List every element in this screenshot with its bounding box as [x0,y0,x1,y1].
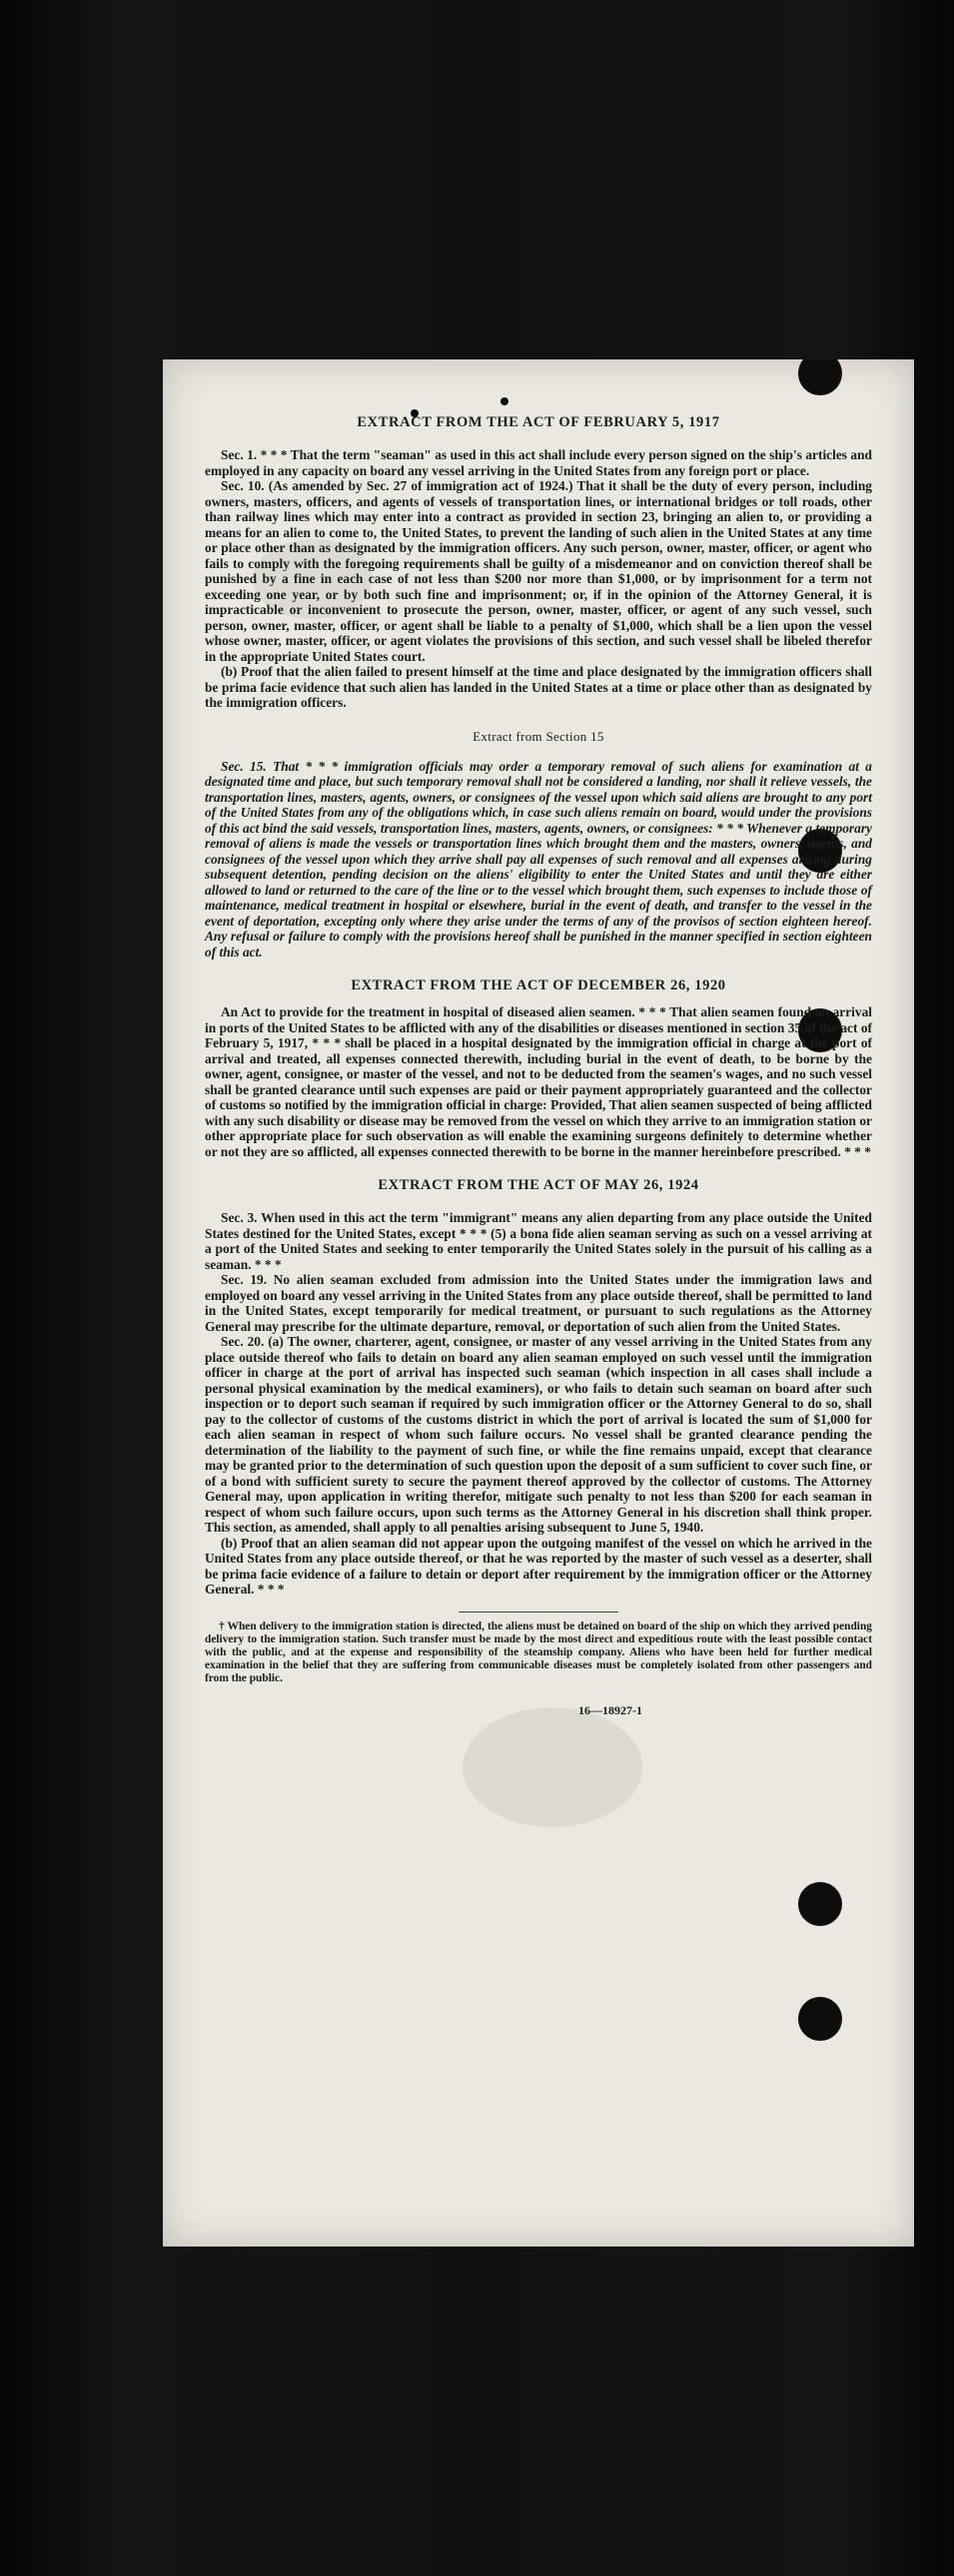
section-15-paragraph: Sec. 15. That * * * immigration officials may order a temporary removal of such aliens for examination at a designated time and place, but such temporary removal shall not be considered a landing, nor shall it relieve vessels, the transportation lines, masters, agents, owners, or consignees of the vessel upon which said aliens are brought to any port of the United States from any of the obligations which, in case such aliens remain on board, would under the provisions of this act bind the said vessels, transportation lines, masters, agents, owners, or consignees: * * * Whenever a temporary removal of aliens is made the vessels or transportation lines which brought them and the masters, owners, agents, and consignees of the vessel upon which they arrive shall pay all expenses of such removal and all expenses arising during subsequent detention, pending decision on the aliens' eligibility to enter the United States and until they are either allowed to land or returned to the care of the line or to the vessel which brought them, such expenses to include those of maintenance, medical treatment in hospital or elsewhere, burial in the event of death, and transfer to the vessel in the event of deportation, excepting only where they arise under the terms of any of the provisos of section eighteen hereof. Any refusal or failure to comply with the provisions hereof shall be punished in the manner specified in section eighteen of this act. [205,758,872,960]
binder-hole [798,1997,842,2041]
section-3-paragraph: Sec. 3. When used in this act the term "immigrant" means any alien departing from any place outside the United States destined for the United States, except * * * (5) a bona fide alien seaman serving as such on a vessel arriving at a port of the United States and seeking to enter temporarily the United States solely in the pursuit of his calling as a seaman. * * * [205,1210,872,1272]
form-number: 16—18927-1 [578,1702,642,1717]
section-20a-paragraph: Sec. 20. (a) The owner, charterer, agent, consignee, or master of any vessel arriving in the United States from any place outside thereof who fails to detain on board any alien seaman employed on such vessel until the immigration officer in charge at the port of arrival has inspected such seaman (which inspection in all cases shall include a personal physical examination by the medical examiners), or who fails to detain such seaman on board after such inspection or to deport such seaman if required by such immigration officer or the Attorney General to do so, shall pay to the collector of customs of the customs district in which the port of arrival is located the sum of $1,000 for each alien seaman in respect of whom such failure occurs. No vessel shall be granted clearance pending the determination of the liability to the payment of such fine, or while the fine remains unpaid, except that clearance may be granted prior to the determination of such question upon the deposit of a sum sufficient to cover such fine, or of a bond with sufficient surety to secure the payment thereof approved by the collector of customs. The Attorney General may, upon application in writing therefor, mitigate such penalty to not less than $200 for each seaman in respect of whom such failure occurs, upon such terms as the Attorney General in his discretion shall think proper. This section, as amended, shall apply to all penalties arising subsequent to June 5, 1940. [205,1334,872,1535]
footnote: † When delivery to the immigration station is directed, the aliens must be detained on board of the ship on which they arrived pending delivery to the immigration station. Such transfer must be made by the most direct and expeditious route with the least possible contact with the public, and at the expense and responsibility of the steamship company. Aliens who have been held for further medical examination in the belief that they are suffering from communicable diseases must be completely isolated from other passengers and from the public. [205,1619,872,1684]
binder-hole [798,359,842,395]
footnote-divider [459,1611,618,1612]
section-10b-paragraph: (b) Proof that the alien failed to present himself at the time and place designated by the immigration officers shall be prima facie evidence that such alien has landed in the United States at a time or place other than as designated by the immigration officers. [205,664,872,710]
document-page [163,359,914,2247]
section-10-paragraph: Sec. 10. (As amended by Sec. 27 of immigration act of 1924.) That it shall be the duty of every person, including owners, masters, officers, and agents of vessels of transportation lines, or international bridges or toll roads, other than railway lines which may enter into a contract as provided in section 23, bringing an alien to, or providing a means for an alien to come to, the United States, to prevent the landing of such alien in the United States at any time or place other than as designated by the immigration officers. Any such person, owner, master, officer, or agent who fails to comply with the foregoing requirements shall be guilty of a misdemeanor and on conviction thereof shall be punished by a fine in each case of not less than $200 nor more than $1,000, or by imprisonment for a term not exceeding one year, or by both such fine and imprisonment; or, if in the opinion of the Attorney General, it is impracticable or inconvenient to prosecute the person, owner, master, officer, or agent of any such vessel, such person, owner, master, officer, or agent shall be liable to a penalty of $1,000, which shall be a lien upon the vessel whose owner, master, officer, or agent violates the provisions of this section, and such vessel shall be libeled therefor in the appropriate United States court. [205,478,872,664]
subheading-section-15: Extract from Section 15 [473,728,604,744]
heading-act-1917: EXTRACT FROM THE ACT OF FEBRUARY 5, 1917 [357,414,720,430]
paper-smudge [463,1707,642,1827]
section-20b-paragraph: (b) Proof that an alien seaman did not appear upon the outgoing manifest of the vessel on which he arrived in the United States from any place outside thereof, or that he was reported by the master of such vessel as a deserter, shall be prima facie evidence of a failure to detain or deport after requirement by the immigration officer or the Attorney General. * * * [205,1535,872,1597]
act-1920-paragraph: An Act to provide for the treatment in hospital of diseased alien seamen. * * * That alien seamen found on arrival in ports of the United States to be afflicted with any of the disabilities or diseases mentioned in section 35 of the act of February 5, 1917, * * * shall be placed in a hospital designated by the immigration official in charge at the port of arrival and treated, all expenses connected therewith, including burial in the event of death, to be borne by the owner, agent, consignee, or master of the vessel, and not to be deducted from the seamen's wages, and no such vessel shall be granted clearance until such expenses are paid or their payment appropriately guaranteed and the collector of customs so notified by the immigration official in charge: Provided, That alien seamen suspected of being afflicted with any such disability or disease may be removed from the vessel on which they arrive to an immigration station or other appropriate place for such observation as will enable the examining surgeons definitely to determine whether or not they are so afflicted, all expenses connected therewith to be borne in the manner hereinbefore prescribed. * * * [205,1004,872,1159]
document-body [205,414,872,1718]
section-1-paragraph: Sec. 1. * * * That the term "seaman" as used in this act shall include every person signed on the ship's articles and employed in any capacity on board any vessel arriving in the United States from any foreign port or place. [205,447,872,478]
binder-hole [798,1882,842,1926]
heading-act-1920: EXTRACT FROM THE ACT OF DECEMBER 26, 1920 [351,977,726,993]
heading-act-1924: EXTRACT FROM THE ACT OF MAY 26, 1924 [378,1177,699,1193]
punch-mark [500,397,508,405]
section-19-paragraph: Sec. 19. No alien seaman excluded from admission into the United States under the immigration laws and employed on board any vessel arriving in the United States from any place outside thereof, shall be permitted to land in the United States, except temporarily for medical treatment, or pursuant to such regulations as the Attorney General may prescribe for the ultimate departure, removal, or deportation of such alien from the United States. [205,1272,872,1334]
